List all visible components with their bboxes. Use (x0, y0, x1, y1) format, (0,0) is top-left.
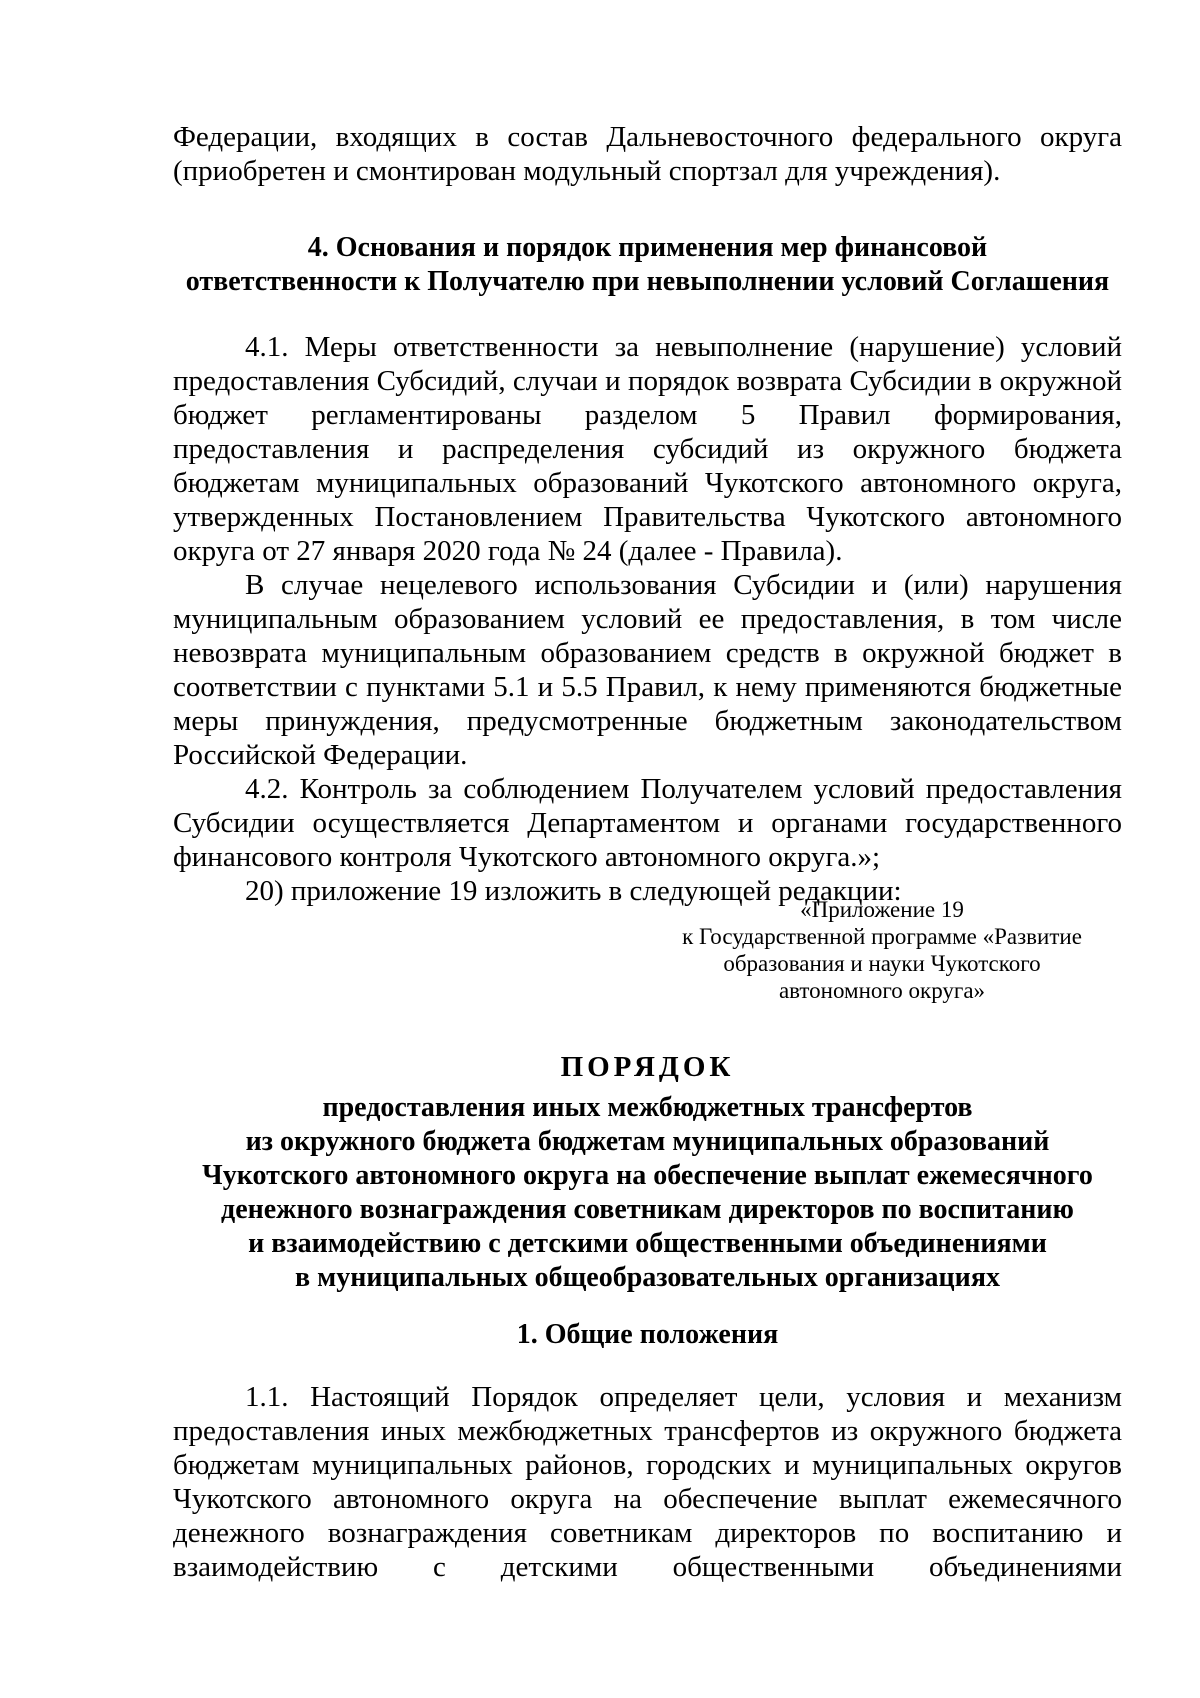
order-subtitle-line-5: и взаимодействию с детскими общественными объединениями (248, 1228, 1047, 1259)
section-4-body (173, 330, 1122, 908)
section-4-heading-line-2: ответственности к Получателю при невыполнении условий Соглашения (185, 266, 1110, 297)
intro-paragraph: Федерации, входящих в состав Дальневосточного федерального округа (приобретен и смонтирован модульный спортзал для учреждения). (173, 121, 1122, 187)
appendix-note (660, 896, 1104, 1004)
paragraph-4-2: 4.2. Контроль за соблюдением Получателем условий предоставления Субсидии осуществляется Департаментом и органами государственного финансового контроля Чукотского автономного округа.»; (173, 773, 1122, 873)
order-title: ПОРЯДОК (560, 1051, 735, 1083)
order-subtitle (173, 1091, 1122, 1295)
intro-paragraph-block (173, 120, 1122, 188)
order-subtitle-line-3: Чукотского автономного округа на обеспечение выплат ежемесячного (202, 1160, 1093, 1191)
section-4-heading-line-1: 4. Основания и порядок применения мер финансовой (307, 232, 988, 263)
order-subtitle-line-6: в муниципальных общеобразовательных организациях (295, 1262, 1000, 1293)
paragraph-1-1: 1.1. Настоящий Порядок определяет цели, условия и механизм предоставления иных межбюджетных трансфертов из окружного бюджета бюджетам муниципальных районов, городских и муниципальных округов Чукотского автономного округа на обеспечение выплат ежемесячного денежного вознаграждения советникам директоров по воспитанию и взаимодействию с детскими общественными объединениями (173, 1381, 1122, 1583)
section-4-heading (173, 231, 1122, 299)
appendix-line-1: «Приложение 19 (800, 897, 964, 922)
paragraph-4-1: 4.1. Меры ответственности за невыполнение (нарушение) условий предоставления Субсидий, случаи и порядок возврата Субсидии в окружной бюджет регламентированы разделом 5 Правил формирования, предоставления и распределения субсидий из окружного бюджета бюджетам муниципальных образований Чукотского автономного округа, утвержденных Постановлением Правительства Чукотского автономного округа от 27 января 2020 года № 24 (далее - Правила). (173, 331, 1122, 567)
paragraph-20: 20) приложение 19 изложить в следующей редакции: (245, 875, 902, 907)
order-subtitle-line-2: из окружного бюджета бюджетам муниципальных образований (245, 1126, 1050, 1157)
appendix-line-2: к Государственной программе «Развитие (682, 924, 1082, 949)
paragraph-4-1-cont: В случае нецелевого использования Субсидии и (или) нарушения муниципальным образованием условий ее предоставления, в том числе невозврата муниципальным образованием средств в окружной бюджет в соответствии с пунктами 5.1 и 5.5 Правил, к нему применяются бюджетные меры принуждения, предусмотренные бюджетным законодательством Российской Федерации. (173, 569, 1122, 771)
order-subtitle-line-1: предоставления иных межбюджетных трансфертов (322, 1092, 973, 1123)
appendix-line-3: образования и науки Чукотского (723, 951, 1041, 976)
section-1-body (173, 1380, 1122, 1584)
section-1-heading: 1. Общие положения (516, 1319, 779, 1350)
appendix-line-4: автономного округа» (778, 978, 986, 1003)
order-subtitle-line-4: денежного вознаграждения советникам директоров по воспитанию (221, 1194, 1074, 1225)
